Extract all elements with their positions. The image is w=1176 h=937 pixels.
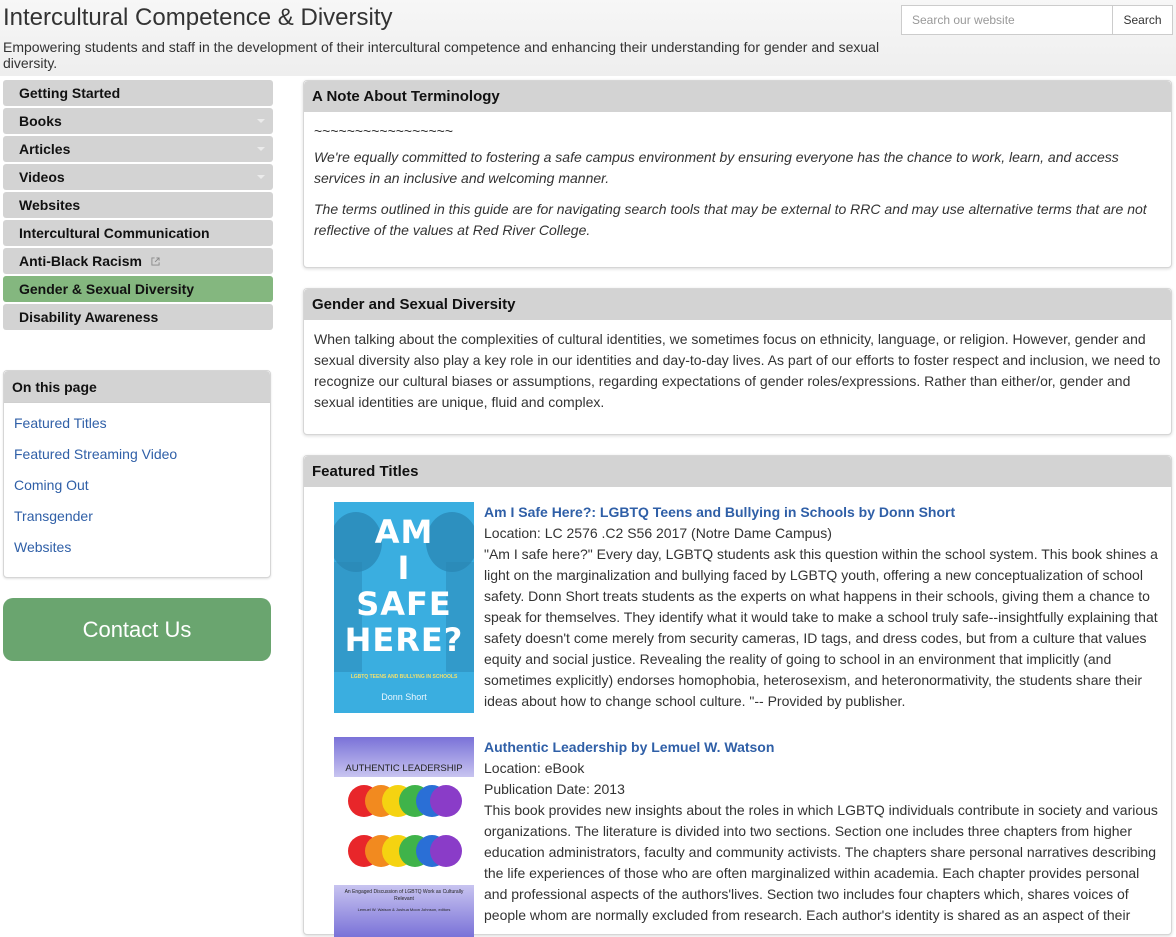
book-location: Location: LC 2576 .C2 S56 2017 (Notre Dame Campus) xyxy=(484,525,832,541)
terminology-box xyxy=(303,80,1172,268)
contact-us-button[interactable]: Contact Us xyxy=(3,598,271,661)
cover-subtitle: LGBTQ TEENS AND BULLYING IN SCHOOLS xyxy=(350,674,458,680)
book-description: This book provides new insights about the roles in which LGBTQ individuals contribute in society and various organizations. The literature is divided into two sections. Section one includes three chapters from higher education administrators, faculty and community activists. The chapters share personal narratives describing the life experiences of those who are often marginalized within academia. Each chapter provides personal and professional aspects of the authors'lives. Section two includes four chapters which, shares voices of people whom are normally excluded from research. Each author's identity is shared as an aspect of their xyxy=(484,802,1158,923)
nav-item-gender-sexual-diversity[interactable] xyxy=(3,276,273,302)
cover-word: AM xyxy=(374,513,434,551)
book-publication-date: Publication Date: 2013 xyxy=(484,781,625,797)
cover-word: SAFE xyxy=(356,585,452,623)
book-entry xyxy=(484,737,1164,926)
nav-item-label: Anti-Black Racism xyxy=(19,253,142,269)
nav-item-label: Intercultural Communication xyxy=(19,225,210,241)
nav-item-label: Websites xyxy=(19,197,81,213)
cover-title: AUTHENTIC LEADERSHIP xyxy=(345,763,463,774)
book-title-link[interactable]: Am I Safe Here?: LGBTQ Teens and Bullying in Schools by Donn Short xyxy=(484,504,956,520)
book-title-link[interactable]: Authentic Leadership by Lemuel W. Watson xyxy=(484,739,775,755)
chevron-down-icon xyxy=(257,147,265,151)
nav-item-intercultural-communication[interactable] xyxy=(3,220,273,246)
on-this-page-title: On this page xyxy=(4,371,270,403)
nav-item-books[interactable] xyxy=(3,108,273,134)
cover-word: I xyxy=(397,549,411,587)
link-featured-titles[interactable]: Featured Titles xyxy=(14,415,107,431)
terminology-paragraph-1: We're equally committed to fostering a safe campus environment by ensuring everyone has the chance to work, learn, and access services in an inclusive and welcoming manner. xyxy=(314,149,1119,186)
featured-titles-box xyxy=(303,455,1172,935)
terminology-paragraph-2: The terms outlined in this guide are for navigating search tools that may be external to RRC and may use alternative terms that are not reflective of the values at Red River College. xyxy=(314,201,1147,238)
nav-item-websites[interactable] xyxy=(3,192,273,218)
page-description: Empowering students and staff in the development of their intercultural competence and enhancing their understanding for gender and sexual diversity. xyxy=(3,39,880,71)
nav-item-label: Videos xyxy=(19,169,65,185)
link-featured-streaming-video[interactable]: Featured Streaming Video xyxy=(14,446,178,462)
page-title: Intercultural Competence & Diversity xyxy=(3,4,393,31)
external-link-icon xyxy=(151,257,160,266)
link-websites[interactable]: Websites xyxy=(14,539,72,555)
gender-diversity-paragraph: When talking about the complexities of cultural identities, we sometimes focus on ethnicity, language, or religion. However, gender and sexual diversity also play a key role in our identities and day-to-day lives. As part of our efforts to foster respect and inclusion, we need to recognize our cultural biases or assumptions, regarding expectations of gender roles/expressions. Rather than either/or, gender and sexual identities are unique, fluid and complex. xyxy=(314,331,1161,410)
book-entry xyxy=(484,502,1164,712)
nav-item-label: Gender & Sexual Diversity xyxy=(19,281,195,297)
nav-item-label: Articles xyxy=(19,141,71,157)
book-location: Location: eBook xyxy=(484,760,585,776)
gender-diversity-box xyxy=(303,288,1172,435)
terminology-title: A Note About Terminology xyxy=(304,81,1171,112)
search-button[interactable]: Search xyxy=(1112,5,1173,35)
gender-diversity-title: Gender and Sexual Diversity xyxy=(304,289,1171,320)
nav-item-articles[interactable] xyxy=(3,136,273,162)
book-cover-am-i-safe-here[interactable] xyxy=(334,502,474,713)
rainbow-silhouettes-icon xyxy=(334,779,474,879)
nav-item-disability-awareness[interactable] xyxy=(3,304,273,330)
nav-item-label: Disability Awareness xyxy=(19,309,159,325)
cover-author: Donn Short xyxy=(381,692,427,702)
link-transgender[interactable]: Transgender xyxy=(14,508,93,524)
nav-item-getting-started[interactable] xyxy=(3,80,273,106)
nav-item-label: Books xyxy=(19,113,62,129)
cover-subtitle: An Engaged Discussion of LGBTQ Work as Culturally Relevant xyxy=(344,889,464,902)
search-input[interactable] xyxy=(901,5,1113,35)
tilde-divider: ~~~~~~~~~~~~~~~~~ xyxy=(314,123,453,139)
link-coming-out[interactable]: Coming Out xyxy=(14,477,89,493)
nav-item-anti-black-racism[interactable] xyxy=(3,248,273,274)
book-cover-authentic-leadership[interactable] xyxy=(334,737,474,937)
book-description: "Am I safe here?" Every day, LGBTQ students ask this question within the school system. This book shines a light on the marginalization and bullying faced by LGBTQ youth, offering a new conceptualization of school safety. Donn Short treats students as the experts on what happens in their schools, giving them a chance to speak for themselves. They identify what it would take to make a school truly safe--insightfully explaining that safety doesn't come merely from security cameras, ID tags, and dress codes, but from a culture that values equity and social justice. Revealing the reality of going to school in an environment that implicitly (and sometimes explicitly) endorses homophobia, heterosexism, and heteronormativity, the students share their ideas about how to change school culture. "-- Provided by publisher. xyxy=(484,546,1158,709)
cover-word: HERE? xyxy=(344,621,464,659)
site-header xyxy=(0,0,1176,76)
nav-item-videos[interactable] xyxy=(3,164,273,190)
featured-titles-title: Featured Titles xyxy=(304,456,1171,487)
nav-item-label: Getting Started xyxy=(19,85,121,101)
chevron-down-icon xyxy=(257,119,265,123)
cover-authors: Lemuel W. Watson & Joshua Moon Johnson, editors xyxy=(357,907,451,912)
chevron-down-icon xyxy=(257,175,265,179)
on-this-page-box xyxy=(3,370,271,578)
